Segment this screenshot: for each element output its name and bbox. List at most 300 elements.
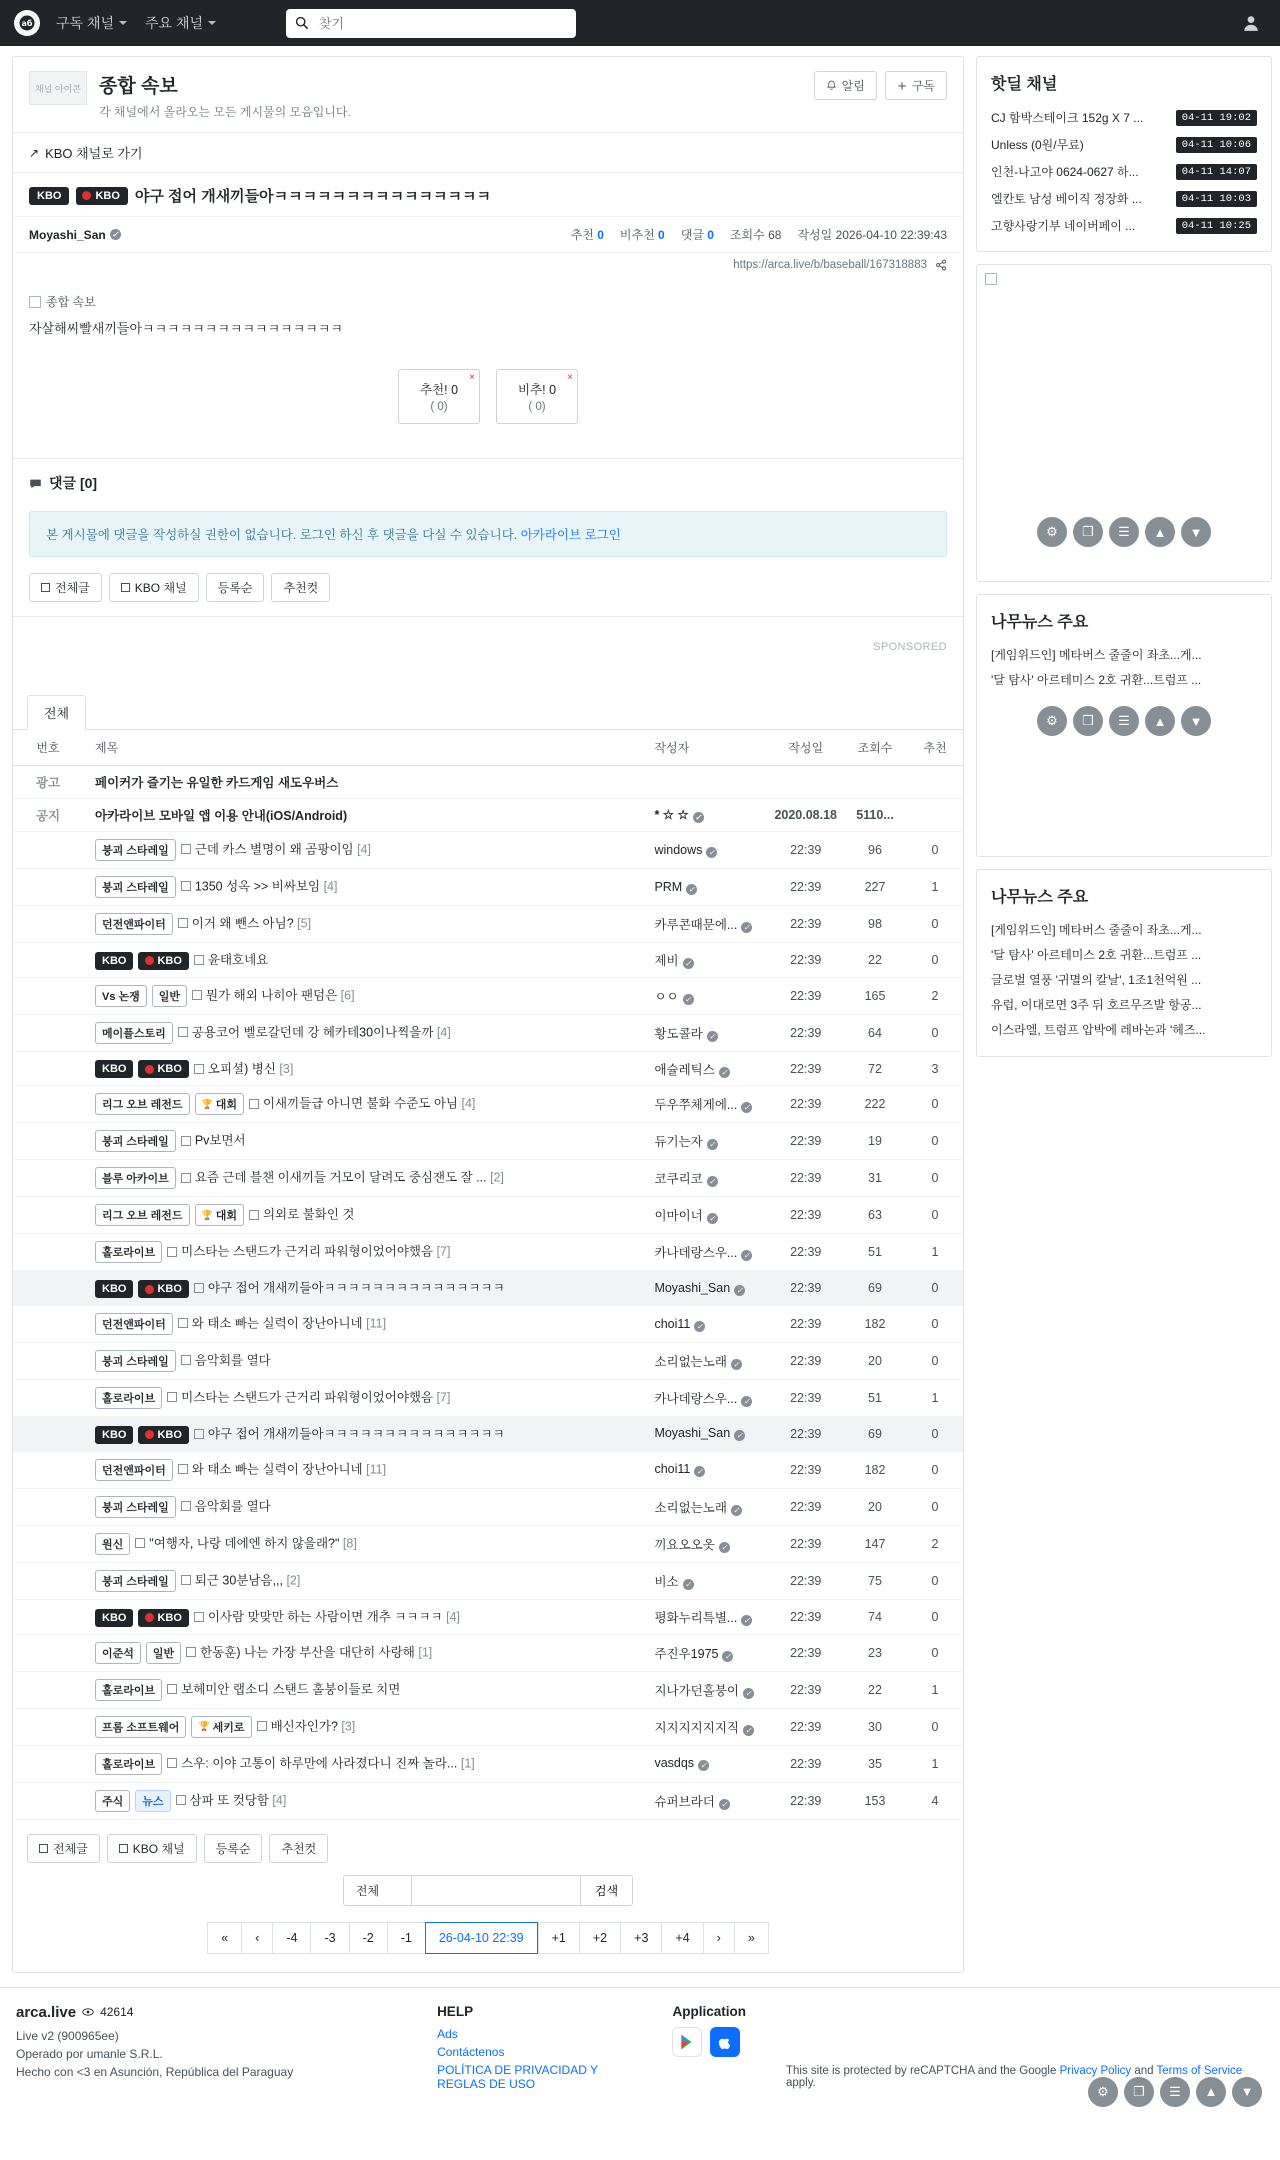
row-tag[interactable]: [95, 1130, 176, 1152]
search-scope-select[interactable]: 전체: [343, 1875, 411, 1906]
table-row[interactable]: [13, 1014, 963, 1051]
table-row[interactable]: [13, 1234, 963, 1271]
row-title[interactable]: 미스타는 스탠드가 근거리 파워형이었어야했음: [181, 1390, 434, 1405]
row-date: 22:39: [768, 1451, 843, 1488]
row-title-cell[interactable]: [83, 1634, 648, 1671]
row-title[interactable]: 근데 카스 별명이 왜 곰팡이임: [194, 842, 354, 857]
row-tag[interactable]: [95, 1204, 190, 1226]
page-plus-2[interactable]: +2: [579, 1922, 620, 1954]
list-item[interactable]: [게임위드인] 메타버스 줄줄이 좌초...게...: [991, 648, 1202, 662]
article-url[interactable]: https://arca.live/b/baseball/167318883: [733, 259, 927, 271]
stat-downvote-value: 0: [658, 228, 665, 242]
row-title[interactable]: 미스타는 스탠드가 근거리 파워형이었어야했음: [181, 1244, 434, 1259]
search-box[interactable]: [286, 9, 576, 38]
comment-notice-text: 본 게시물에 댓글을 작성하실 권한이 없습니다. 로그인 하신 후 댓글을 다실 수 있습니다.: [46, 528, 518, 542]
table-row[interactable]: [13, 766, 963, 799]
row-title[interactable]: 이사람 맞맞만 하는 사람이면 개추 ㅋㅋㅋㅋ: [207, 1609, 443, 1624]
share-icon[interactable]: [935, 259, 947, 271]
page-minus-2[interactable]: -2: [349, 1922, 387, 1954]
row-tag[interactable]: [152, 985, 187, 1007]
article-author[interactable]: [29, 228, 121, 242]
row-tag[interactable]: [138, 1609, 188, 1627]
table-row[interactable]: [13, 1451, 963, 1488]
list-icon[interactable]: ☰: [1109, 517, 1139, 547]
verified-icon: ✓: [683, 958, 694, 969]
filter-bottom-sort-registered[interactable]: [204, 1834, 263, 1863]
row-tag[interactable]: [95, 1241, 162, 1263]
row-title[interactable]: 요즘 근데 블챈 이새끼들 거모이 달려도 중심잰도 잘 ...: [194, 1170, 487, 1185]
row-author[interactable]: [648, 1014, 768, 1051]
col-title: 제목: [83, 730, 648, 766]
document-icon: [194, 1612, 204, 1622]
row-title[interactable]: 의외로 불화인 것: [262, 1207, 355, 1222]
row-votes: 2: [907, 977, 963, 1014]
row-author[interactable]: [648, 906, 768, 943]
row-tag[interactable]: [95, 1642, 141, 1664]
row-date: 22:39: [768, 1234, 843, 1271]
row-tag[interactable]: [138, 1060, 188, 1078]
row-title[interactable]: 보헤미안 랩소디 스탠드 홀붕이들로 치면: [181, 1681, 401, 1696]
verified-icon: ✓: [694, 1466, 705, 1477]
row-tag[interactable]: [146, 1642, 181, 1664]
document-icon: [178, 1318, 188, 1328]
upvote-label: 추천!: [419, 383, 448, 397]
page-last[interactable]: »: [734, 1922, 769, 1954]
row-title-cell[interactable]: [83, 1599, 648, 1634]
row-author[interactable]: [648, 1343, 768, 1380]
row-title[interactable]: 한동훈) 나는 가장 부산을 대단히 사랑해: [200, 1644, 415, 1659]
list-item[interactable]: [게임위드인] 메타버스 줄줄이 좌초...게...: [991, 923, 1202, 937]
nav-subscribed-channels[interactable]: [54, 9, 129, 37]
row-title-cell[interactable]: [83, 1197, 648, 1234]
row-author[interactable]: [648, 1051, 768, 1086]
up-icon[interactable]: ▲: [1196, 2077, 1226, 2107]
row-author[interactable]: [648, 1417, 768, 1452]
row-title-cell[interactable]: [83, 1745, 648, 1782]
nav-main-channels[interactable]: [143, 9, 218, 37]
article-image-alt: 종합 속보: [46, 295, 96, 309]
app-store-icon[interactable]: [710, 2027, 740, 2057]
list-item[interactable]: 이스라엘, 트럼프 압박에 레바논과 '헤즈...: [991, 1023, 1206, 1037]
table-row[interactable]: [13, 1380, 963, 1417]
page-next[interactable]: ›: [703, 1922, 734, 1954]
person-icon[interactable]: [1242, 14, 1260, 32]
row-author[interactable]: [648, 1160, 768, 1197]
row-author[interactable]: [648, 943, 768, 978]
verified-icon: ✓: [719, 1067, 730, 1078]
list-item[interactable]: [977, 158, 1271, 185]
row-tag[interactable]: [138, 1280, 188, 1298]
up-icon[interactable]: ▲: [1145, 517, 1175, 547]
row-title-cell[interactable]: [83, 1782, 648, 1819]
arrow-northeast-icon: ↗: [29, 145, 40, 160]
verified-icon: ✓: [707, 1176, 718, 1187]
row-tag[interactable]: [95, 1313, 173, 1335]
alarm-button[interactable]: [814, 71, 877, 100]
table-row[interactable]: [13, 1782, 963, 1819]
down-icon[interactable]: ▼: [1181, 517, 1211, 547]
row-tag-label: 홀로라이브: [102, 1684, 156, 1697]
filter-kbo-channel[interactable]: [109, 573, 199, 602]
table-row[interactable]: [13, 1634, 963, 1671]
row-tag[interactable]: [95, 876, 176, 898]
document-icon: [192, 990, 202, 1000]
down-icon[interactable]: ▼: [1181, 706, 1211, 736]
row-number: [13, 832, 83, 869]
table-row[interactable]: [13, 1708, 963, 1745]
row-views: 31: [843, 1160, 907, 1197]
table-row[interactable]: [13, 1525, 963, 1562]
row-tag[interactable]: [95, 1753, 162, 1775]
row-tag[interactable]: [95, 1790, 130, 1812]
down-icon[interactable]: ▼: [1232, 2077, 1262, 2107]
row-author-name: 지나가던홀붕이: [654, 1683, 739, 1698]
verified-icon: ✓: [706, 847, 717, 858]
row-author[interactable]: [648, 1197, 768, 1234]
document-icon: [194, 1429, 204, 1439]
row-title[interactable]: 배신자인가?: [270, 1718, 338, 1733]
article-list-table: [13, 729, 963, 1820]
row-tag-label: 홀로라이브: [102, 1393, 156, 1406]
list-item[interactable]: [977, 131, 1271, 158]
table-row[interactable]: [13, 1197, 963, 1234]
row-title-cell[interactable]: [83, 1234, 648, 1271]
list-search-input[interactable]: [411, 1875, 581, 1906]
article-meta: [13, 217, 963, 253]
row-title-cell[interactable]: [83, 943, 648, 978]
upvote-close-icon[interactable]: ×: [469, 372, 475, 383]
row-title-cell[interactable]: [83, 766, 648, 799]
page-first[interactable]: «: [207, 1922, 241, 1954]
row-author[interactable]: [648, 1234, 768, 1271]
table-row[interactable]: [13, 1343, 963, 1380]
page-title: 종합 속보: [99, 76, 178, 97]
record-dot-icon: [145, 1065, 154, 1074]
page-current[interactable]: 26-04-10 22:39: [425, 1922, 538, 1954]
table-row[interactable]: [13, 977, 963, 1014]
filter-all-posts[interactable]: [29, 573, 102, 602]
table-row[interactable]: [13, 1417, 963, 1452]
filter-bottom-vote-cut-label: 추천컷: [281, 1841, 317, 1856]
article-badge-kbo-dot[interactable]: [76, 187, 127, 205]
row-tag[interactable]: [95, 1060, 133, 1078]
row-title-cell[interactable]: [83, 1671, 648, 1708]
row-tag[interactable]: [95, 952, 133, 970]
article-badge-kbo-dot-label: KBO: [95, 189, 120, 202]
row-title-cell[interactable]: [83, 1086, 648, 1123]
row-tag[interactable]: [95, 1426, 133, 1444]
pagination: [13, 1918, 963, 1972]
table-row[interactable]: [13, 1488, 963, 1525]
list-item[interactable]: 유럽, 이대로면 3주 뒤 호르무즈발 항공...: [991, 998, 1202, 1012]
upvote-button[interactable]: [398, 369, 480, 424]
row-title-cell[interactable]: [83, 1160, 648, 1197]
row-tag[interactable]: [95, 1093, 190, 1115]
row-author[interactable]: [648, 1380, 768, 1417]
list-item[interactable]: 글로벌 열풍 '귀멸의 칼날', 1조1천억원 ...: [991, 973, 1202, 987]
row-votes: 0: [907, 1306, 963, 1343]
namu-news-list-2: [977, 917, 1271, 1056]
row-tag[interactable]: [95, 985, 147, 1007]
gear-icon[interactable]: ⚙: [1037, 517, 1067, 547]
verified-icon: ✓: [686, 884, 697, 895]
footer-link-privacy[interactable]: POLÍTICA DE PRIVACIDAD Y REGLAS DE USO: [437, 2062, 598, 2091]
table-row[interactable]: [13, 1745, 963, 1782]
document-icon: [167, 1758, 177, 1768]
page-minus-1[interactable]: -1: [387, 1922, 425, 1954]
row-title-cell[interactable]: [83, 1014, 648, 1051]
row-title[interactable]: 뭔가 해외 나히아 팬덤은: [206, 988, 338, 1002]
row-date: 22:39: [768, 1123, 843, 1160]
table-row[interactable]: [13, 1123, 963, 1160]
row-title-cell[interactable]: [83, 1380, 648, 1417]
row-title[interactable]: 페이커가 즐기는 유일한 카드게임 새도우버스: [95, 776, 339, 790]
row-title-cell[interactable]: [83, 906, 648, 943]
table-row[interactable]: [13, 1306, 963, 1343]
page-plus-4[interactable]: +4: [661, 1922, 702, 1954]
footer-link-ads[interactable]: Ads: [437, 2026, 458, 2041]
goto-channel-row[interactable]: [13, 133, 963, 173]
row-author[interactable]: [648, 869, 768, 906]
filter-bottom-all-posts[interactable]: [27, 1834, 100, 1863]
row-date: 22:39: [768, 1562, 843, 1599]
row-comment-count: [4]: [353, 842, 371, 857]
site-logo[interactable]: [14, 10, 40, 36]
row-title[interactable]: 아카라이브 모바일 앱 이용 안내(iOS/Android): [95, 809, 348, 823]
row-title[interactable]: 이거 왜 뺀스 아님?: [191, 916, 294, 931]
table-row[interactable]: [13, 1051, 963, 1086]
row-votes: 1: [907, 1234, 963, 1271]
filter-bottom-kbo-channel[interactable]: [107, 1834, 197, 1863]
row-author[interactable]: [648, 832, 768, 869]
page-plus-1[interactable]: +1: [538, 1922, 579, 1954]
row-author[interactable]: [648, 1086, 768, 1123]
row-author[interactable]: [648, 1745, 768, 1782]
downvote-button[interactable]: [496, 369, 578, 424]
row-title[interactable]: 음악회를 열다: [194, 1353, 271, 1368]
stat-downvote: [620, 226, 665, 243]
sidebar-ad-top[interactable]: [976, 264, 1272, 582]
row-title-cell[interactable]: [83, 1708, 648, 1745]
row-author[interactable]: [648, 1599, 768, 1634]
list-item[interactable]: '달 탐사' 아르테미스 2호 귀환...트럼프 ...: [991, 673, 1202, 687]
row-tag[interactable]: [195, 1093, 244, 1115]
row-number: [13, 1671, 83, 1708]
login-link[interactable]: 아카라이브 로그인: [520, 528, 621, 542]
row-tag[interactable]: [138, 1426, 188, 1444]
list-item[interactable]: '달 탐사' 아르테미스 2호 귀환...트럼프 ...: [991, 948, 1202, 962]
table-row[interactable]: [13, 1599, 963, 1634]
row-tag[interactable]: [95, 1570, 176, 1592]
row-title-cell[interactable]: [83, 1306, 648, 1343]
article-badge-kbo[interactable]: KBO: [29, 187, 69, 205]
row-author[interactable]: [648, 766, 768, 799]
row-title-cell[interactable]: [83, 1488, 648, 1525]
row-tag-label: 홀로라이브: [102, 1247, 156, 1260]
tab-all[interactable]: 전체: [27, 695, 86, 730]
row-title[interactable]: 1350 성옥 >> 비싸보임: [194, 879, 321, 894]
row-title[interactable]: 야구 접어 개새끼들아ㅋㅋㅋㅋㅋㅋㅋㅋㅋㅋㅋㅋㅋㅋㅋ: [207, 1281, 505, 1296]
row-title[interactable]: 삼파 또 컷당함: [189, 1792, 269, 1807]
search-input[interactable]: [317, 15, 567, 32]
list-item[interactable]: [977, 185, 1271, 212]
row-tag[interactable]: [95, 1609, 133, 1627]
table-row[interactable]: [13, 1160, 963, 1197]
copy-icon[interactable]: ❐: [1124, 2077, 1154, 2107]
row-tag[interactable]: [95, 1022, 173, 1044]
filter-bottom-kbo-channel-label: KBO 채널: [132, 1841, 185, 1856]
row-tag[interactable]: [95, 1280, 133, 1298]
floating-toolbar-2: [1037, 706, 1211, 736]
row-author[interactable]: [648, 1634, 768, 1671]
table-row[interactable]: [13, 943, 963, 978]
trophy-icon: 🏆: [198, 1721, 210, 1732]
row-number: [13, 1782, 83, 1819]
row-title-cell[interactable]: [83, 869, 648, 906]
row-author[interactable]: [648, 1306, 768, 1343]
row-title[interactable]: 공용코어 벨로갈던데 강 헤카테30이나찍을까: [191, 1025, 434, 1039]
row-title-cell[interactable]: [83, 977, 648, 1014]
list-tabs: [13, 684, 963, 729]
row-title[interactable]: 윤태호네요: [207, 953, 269, 967]
row-title[interactable]: 음악회를 열다: [194, 1499, 271, 1514]
filter-bottom-vote-cut[interactable]: [269, 1834, 328, 1863]
footer-logo: [16, 2004, 397, 2021]
table-row[interactable]: [13, 1271, 963, 1306]
row-title-cell[interactable]: [83, 1525, 648, 1562]
recaptcha-terms-link[interactable]: Terms of Service: [1156, 2064, 1243, 2077]
row-title-cell[interactable]: [83, 1451, 648, 1488]
row-author[interactable]: [648, 1488, 768, 1525]
row-author[interactable]: [648, 1525, 768, 1562]
filter-sort-registered[interactable]: [206, 573, 265, 602]
recaptcha-privacy-link[interactable]: Privacy Policy: [1059, 2064, 1132, 2077]
list-item[interactable]: [977, 104, 1271, 131]
row-tag[interactable]: [95, 1459, 173, 1481]
filter-bottom-all-posts-label: 전체글: [53, 1841, 88, 1856]
row-title-cell[interactable]: [83, 1343, 648, 1380]
row-title-cell[interactable]: [83, 1123, 648, 1160]
row-tag[interactable]: [95, 913, 173, 935]
row-author-name: Moyashi_San: [654, 1280, 731, 1295]
list-search-button[interactable]: 검색: [581, 1875, 633, 1906]
footer-made: Hecho con <3 en Asunción, República del Paraguay: [16, 2064, 294, 2079]
hotdeal-text: Unless (0원/무료): [991, 138, 1084, 152]
table-row[interactable]: [13, 1671, 963, 1708]
row-title[interactable]: "여행자, 나랑 데에엔 하지 않을래?": [149, 1536, 340, 1551]
row-tag[interactable]: [195, 1204, 244, 1226]
row-title[interactable]: 이새끼들급 아니면 불화 수준도 아님: [262, 1096, 459, 1111]
page-prev[interactable]: ‹: [241, 1922, 272, 1954]
sponsored-banner[interactable]: [13, 616, 963, 684]
hotdeal-text: CJ 함박스테이크 152g X 7 ...: [991, 111, 1144, 125]
row-date: [768, 766, 843, 799]
row-votes: 0: [907, 1451, 963, 1488]
row-title-cell[interactable]: [83, 1417, 648, 1452]
page-minus-4[interactable]: -4: [272, 1922, 310, 1954]
filter-bottom-sort-label: 등록순: [215, 1841, 251, 1856]
row-title[interactable]: 퇴근 30분남음,,,: [194, 1573, 283, 1588]
table-row[interactable]: [13, 1562, 963, 1599]
subscribe-button[interactable]: [885, 71, 947, 100]
copy-icon[interactable]: ❐: [1073, 517, 1103, 547]
row-author[interactable]: [648, 1671, 768, 1708]
row-tag-label: 이준석: [102, 1647, 134, 1660]
row-tag[interactable]: [95, 839, 176, 861]
gear-icon[interactable]: ⚙: [1088, 2077, 1118, 2107]
upvote-sub: ( 0): [430, 401, 448, 413]
table-row[interactable]: [13, 1086, 963, 1123]
row-title[interactable]: 스우: 이야 고통이 하루만에 사라졌다니 진짜 놀라...: [181, 1755, 458, 1770]
row-views: 51: [843, 1380, 907, 1417]
list-item[interactable]: [977, 212, 1271, 239]
row-tag[interactable]: [95, 1716, 186, 1738]
row-author[interactable]: [648, 1123, 768, 1160]
gear-icon[interactable]: ⚙: [1037, 706, 1067, 736]
row-tag[interactable]: [95, 1496, 176, 1518]
table-row[interactable]: [13, 869, 963, 906]
filter-vote-cut[interactable]: [271, 573, 330, 602]
row-title[interactable]: 오피셜) 병신: [207, 1061, 276, 1076]
table-row[interactable]: [13, 832, 963, 869]
row-author[interactable]: [648, 1451, 768, 1488]
list-icon[interactable]: ☰: [1109, 706, 1139, 736]
row-tag-label: KBO: [157, 954, 182, 967]
copy-icon[interactable]: ❐: [1073, 706, 1103, 736]
row-author[interactable]: [648, 1782, 768, 1819]
row-votes: 1: [907, 1671, 963, 1708]
row-tag[interactable]: [95, 1533, 130, 1555]
row-title[interactable]: 와 태소 빠는 실력이 장난아니네: [191, 1316, 363, 1331]
up-icon[interactable]: ▲: [1145, 706, 1175, 736]
row-tag[interactable]: [95, 1350, 176, 1372]
row-title-cell[interactable]: [83, 1051, 648, 1086]
footer-app-title: Application: [672, 2003, 746, 2019]
row-title-cell[interactable]: [83, 799, 648, 832]
footer-link-contact[interactable]: Contáctenos: [437, 2044, 505, 2059]
page-minus-3[interactable]: -3: [310, 1922, 348, 1954]
row-tag[interactable]: [138, 952, 188, 970]
row-title[interactable]: 야구 접어 개새끼들아ㅋㅋㅋㅋㅋㅋㅋㅋㅋㅋㅋㅋㅋㅋㅋ: [207, 1427, 505, 1442]
row-tag[interactable]: [135, 1790, 170, 1812]
row-title-cell[interactable]: [83, 1271, 648, 1306]
google-play-icon[interactable]: [672, 2027, 702, 2057]
verified-icon: ✓: [683, 994, 694, 1005]
page-plus-3[interactable]: +3: [620, 1922, 661, 1954]
row-title[interactable]: 와 태소 빠는 실력이 장난아니네: [191, 1462, 363, 1477]
row-tag[interactable]: [95, 1167, 176, 1189]
row-author[interactable]: [648, 977, 768, 1014]
row-number: [13, 869, 83, 906]
row-tag[interactable]: [191, 1716, 251, 1738]
table-row[interactable]: [13, 906, 963, 943]
row-tag[interactable]: [95, 1387, 162, 1409]
list-icon[interactable]: ☰: [1160, 2077, 1190, 2107]
row-author[interactable]: [648, 1708, 768, 1745]
row-author[interactable]: [648, 1271, 768, 1306]
row-tag[interactable]: [95, 1679, 162, 1701]
document-icon: [167, 1684, 177, 1694]
row-date: 22:39: [768, 1271, 843, 1306]
row-title-cell[interactable]: [83, 1562, 648, 1599]
row-author[interactable]: [648, 799, 768, 832]
downvote-close-icon[interactable]: ×: [567, 372, 573, 383]
row-author[interactable]: [648, 1562, 768, 1599]
row-title-cell[interactable]: [83, 832, 648, 869]
comments-header-label: 댓글 [0]: [49, 475, 98, 491]
table-row[interactable]: [13, 799, 963, 832]
row-title[interactable]: Pv보면서: [194, 1133, 246, 1148]
